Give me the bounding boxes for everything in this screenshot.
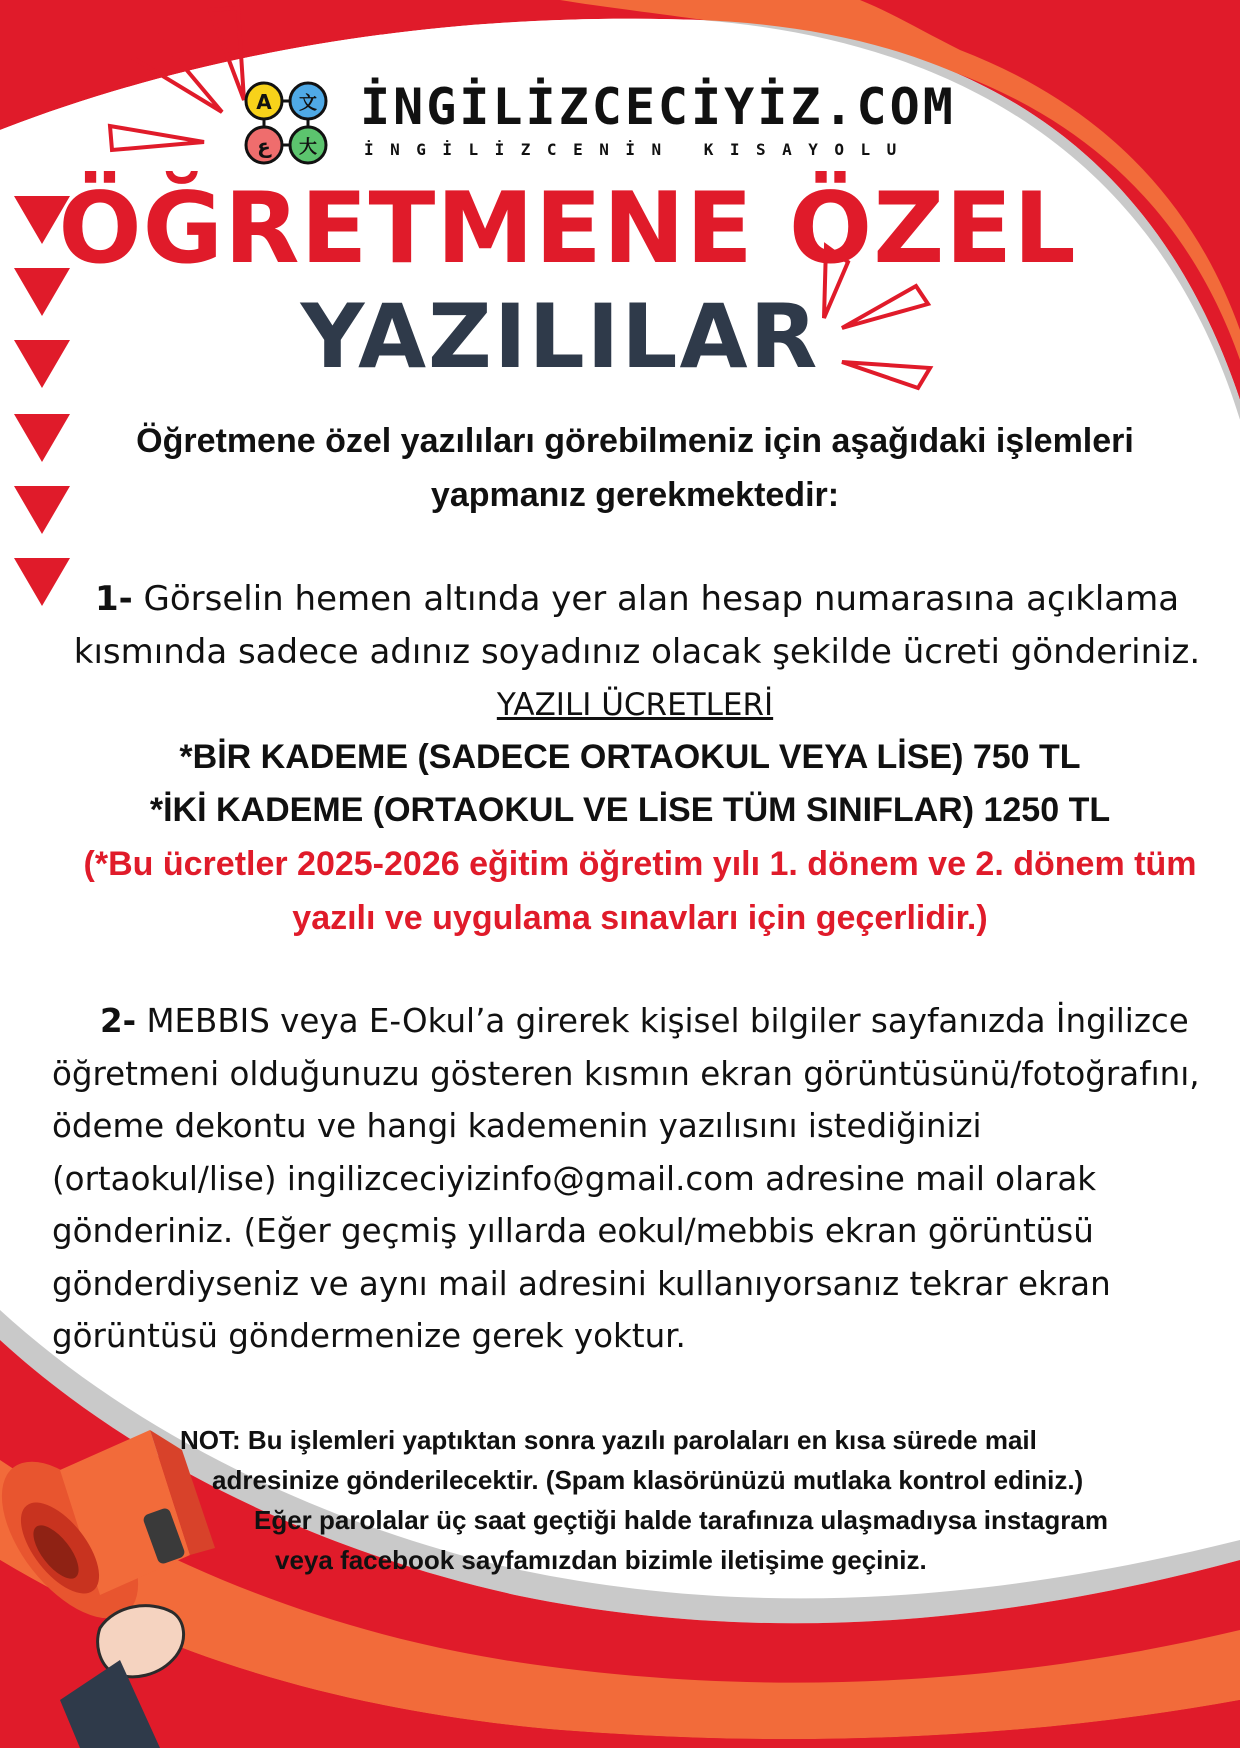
intro-text: Öğretmene özel yazılıları görebilmeniz için aşağıdaki işlemleri yapmanız gerekmektedir: [136, 422, 1134, 514]
fee-item: *İKİ KADEME (ORTAOKUL VE LİSE TÜM SINIFLAR) 1250 TL [149, 791, 1111, 829]
logo-letter: ع [257, 134, 271, 158]
note-block [180, 1420, 1220, 1580]
note-line: adresinize gönderilecektir. (Spam klasörünüzü mutlaka kontrol ediniz.) [212, 1465, 1084, 1495]
fee-item: *BİR KADEME (SADECE ORTAOKUL VEYA LİSE) 750 TL [179, 738, 1081, 776]
note-line: NOT: Bu işlemleri yaptıktan sonra yazılı parolaları en kısa sürede mail [180, 1425, 1037, 1455]
logo-letter: A [256, 90, 272, 114]
step-2 [52, 995, 1212, 1363]
logo-letter: 大 [299, 137, 317, 158]
page-subtitle: YAZILILAR [300, 285, 820, 388]
step-1-number: 1- [94, 579, 133, 619]
brand-tagline: İNGİLİZCENİN KISAYOLU [364, 140, 913, 159]
page-title: ÖĞRETMENE ÖZEL [58, 172, 1077, 286]
logo-letter: 文 [299, 93, 317, 114]
brand-name: İNGİLİZCECİYİZ.COM [360, 78, 956, 136]
step-1 [52, 573, 1222, 679]
step-1-text: Görselin hemen altında yer alan hesap numarasına açıklama kısmında sadece adınız soyadınız olacak şekilde ücreti gönderiniz. [73, 579, 1201, 672]
note-line: veya facebook sayfamızdan bizimle iletişime geçiniz. [275, 1545, 927, 1575]
note-line: Eğer parolalar üç saat geçtiği halde tarafınıza ulaşmadıysa instagram [254, 1505, 1108, 1535]
brand-logo-icon [243, 80, 329, 166]
fees-heading: YAZILI ÜCRETLERİ [496, 687, 774, 723]
step-2-number: 2- [100, 1002, 137, 1040]
step-2-text: MEBBIS veya E-Okul’a girerek kişisel bilgiler sayfanızda İngilizce öğretmeni olduğunuzu gösteren kısmın ekran görüntüsünü/fotoğrafını, ödeme dekontu ve hangi kademenin yazılısını istediğinizi (ortaokul/lise) ingilizceciyizinfo@gmail.com adresine mail olarak gönderiniz. (Eğer geçmiş yıllarda eokul/mebbis ekran görüntüsü gönderdiyseniz ve aynı mail adresini kullanıyorsanız tekrar ekran görüntüsü göndermenize gerek yoktur. [52, 1002, 1200, 1355]
fees-note: (*Bu ücretler 2025-2026 eğitim öğretim yılı 1. dönem ve 2. dönem tüm yazılı ve uygulama sınavları için geçerlidir.) [83, 845, 1197, 937]
